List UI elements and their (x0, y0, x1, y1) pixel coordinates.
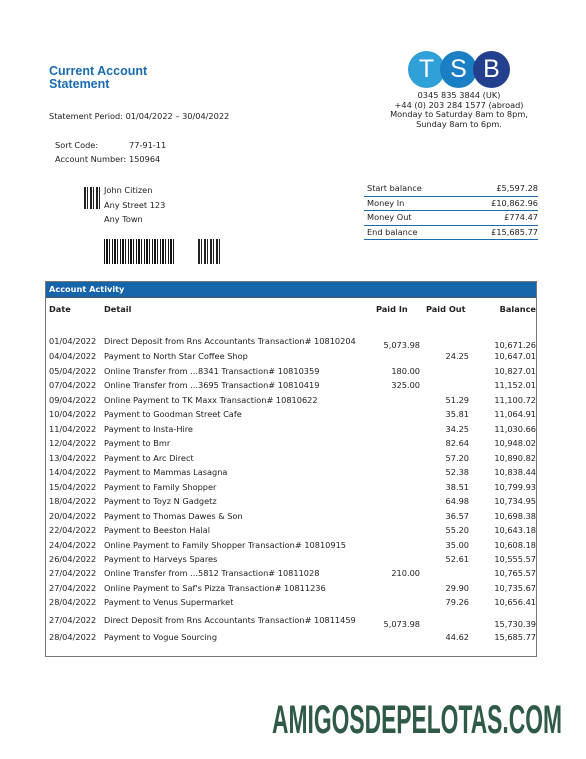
summary-value: £774.47 (504, 212, 538, 222)
statement-period: Statement Period: 01/04/2022 – 30/04/2022 (49, 111, 230, 121)
row-detail: Direct Deposit from Rns Accountants Transaction# 10810204 (104, 336, 356, 346)
tsb-logo (408, 51, 510, 88)
row-detail: Online Transfer from ...5812 Transaction# 10811028 (104, 568, 320, 578)
row-paid-out: 24.25 (445, 351, 469, 361)
row-balance: 10,698.38 (494, 511, 536, 521)
column-header-detail: Detail (104, 304, 132, 314)
summary-label: Money In (367, 197, 405, 208)
row-date: 15/04/2022 (49, 482, 97, 492)
summary-label: End balance (367, 226, 418, 237)
postal-barcode (104, 239, 175, 264)
row-detail: Online Payment to Family Shopper Transaction# 10810915 (104, 540, 346, 550)
column-header-paid-out: Paid Out (426, 304, 466, 314)
contact-hours-weekday: Monday to Saturday 8am to 8pm, (390, 109, 528, 120)
row-detail: Online Payment to TK Maxx Transaction# 10810622 (104, 395, 318, 405)
row-paid-in: 5,073.98 (383, 619, 420, 629)
statement-title-line2: Statement (49, 77, 110, 91)
row-balance: 11,030.66 (494, 424, 536, 434)
logo-circle-b: B (473, 51, 510, 88)
contact-phone-abroad: +44 (0) 203 284 1577 (abroad) (394, 99, 524, 110)
row-balance: 10,890.82 (494, 453, 536, 463)
row-paid-out: 57.20 (445, 453, 469, 463)
column-header-paid-in: Paid In (376, 304, 408, 314)
row-detail: Payment to Family Shopper (104, 482, 217, 492)
row-balance: 10,656.41 (494, 597, 536, 607)
row-balance: 10,838.44 (494, 467, 536, 477)
summary-value: £5,597.28 (496, 183, 538, 193)
column-header-balance: Balance (499, 304, 536, 314)
row-paid-in: 325.00 (391, 380, 420, 390)
row-paid-in: 210.00 (391, 568, 420, 578)
row-detail: Payment to Arc Direct (104, 453, 194, 463)
logo-circle-s: S (440, 51, 477, 88)
row-balance: 10,555.57 (494, 554, 536, 564)
row-paid-out: 79.26 (445, 597, 469, 607)
summary-value: £10,862.96 (491, 197, 538, 208)
row-balance: 11,152.01 (494, 380, 536, 390)
sort-code-label: Sort Code: (55, 140, 99, 150)
row-detail: Direct Deposit from Rns Accountants Transaction# 10811459 (104, 615, 356, 625)
row-date: 11/04/2022 (49, 424, 97, 434)
logo-circle-t: T (408, 51, 445, 88)
customer-street: Any Street 123 (104, 199, 166, 210)
row-paid-out: 38.51 (445, 482, 469, 492)
row-date: 18/04/2022 (49, 496, 97, 506)
row-balance: 15,685.77 (494, 632, 536, 642)
row-detail: Online Payment to Saf's Pizza Transaction# 10811236 (104, 583, 326, 593)
row-date: 07/04/2022 (49, 380, 97, 390)
statement-title (49, 65, 147, 91)
row-detail: Payment to Venus Supermarket (104, 597, 234, 607)
row-date: 28/04/2022 (49, 597, 97, 607)
row-balance: 10,734.95 (494, 496, 536, 506)
row-detail: Payment to Bmr (104, 438, 171, 448)
row-paid-out: 44.62 (445, 632, 469, 642)
row-balance: 10,765.57 (494, 568, 536, 578)
row-detail: Payment to Harveys Spares (104, 554, 218, 564)
customer-town: Any Town (104, 214, 143, 224)
row-balance: 10,948.02 (494, 438, 536, 448)
account-number-value: 150964 (129, 154, 161, 164)
row-detail: Payment to Goodman Street Cafe (104, 409, 242, 419)
account-activity-header: Account Activity (46, 282, 536, 298)
row-date: 14/04/2022 (49, 467, 97, 477)
row-paid-out: 64.98 (445, 496, 469, 506)
summary-label: Money Out (367, 212, 412, 222)
contact-hours-sunday: Sunday 8am to 6pm. (416, 118, 502, 129)
row-date: 04/04/2022 (49, 351, 97, 361)
row-detail: Online Transfer from ...8341 Transaction# 10810359 (104, 366, 320, 376)
row-detail: Payment to Beeston Halal (104, 525, 210, 535)
row-detail: Online Transfer from ...3695 Transaction# 10810419 (104, 380, 320, 390)
row-balance: 10,643.18 (494, 525, 536, 535)
summary-row-start (364, 182, 538, 197)
column-header-date: Date (49, 304, 71, 314)
row-paid-out: 82.64 (445, 438, 469, 448)
watermark-text: AMIGOSDEPELOTAS.COM (272, 699, 562, 741)
row-paid-out: 55.20 (445, 525, 469, 535)
row-date: 01/04/2022 (49, 336, 97, 346)
row-balance: 10,827.01 (494, 366, 536, 376)
row-date: 22/04/2022 (49, 525, 97, 535)
row-date: 10/04/2022 (49, 409, 97, 419)
row-date: 12/04/2022 (49, 438, 97, 448)
summary-label: Start balance (367, 183, 422, 193)
sort-code-value: 77-91-11 (129, 140, 167, 150)
row-paid-out: 52.38 (445, 467, 469, 477)
row-date: 28/04/2022 (49, 632, 97, 642)
row-paid-out: 35.00 (445, 540, 469, 550)
row-date: 26/04/2022 (49, 554, 97, 564)
balance-summary (364, 182, 538, 240)
account-number-label: Account Number: (55, 154, 127, 164)
row-paid-in: 180.00 (391, 366, 420, 376)
row-detail: Payment to North Star Coffee Shop (104, 351, 248, 361)
row-detail: Payment to Toyz N Gadgetz (104, 496, 217, 506)
row-balance: 10,671.26 (494, 340, 536, 350)
postal-qr-code (198, 239, 222, 264)
row-balance: 10,735.67 (494, 583, 536, 593)
row-paid-in: 5,073.98 (383, 340, 420, 350)
row-detail: Payment to Insta-Hire (104, 424, 193, 434)
row-date: 27/04/2022 (49, 568, 97, 578)
summary-row-money-out (364, 211, 538, 226)
row-balance: 10,647.01 (494, 351, 536, 361)
summary-value: £15,685.77 (491, 226, 538, 237)
row-date: 24/04/2022 (49, 540, 97, 550)
statement-title-line1: Current Account (49, 64, 148, 78)
row-balance: 10,608.18 (494, 540, 536, 550)
row-date: 05/04/2022 (49, 366, 97, 376)
summary-row-end (364, 226, 538, 241)
row-date: 09/04/2022 (49, 395, 97, 405)
row-balance: 10,799.93 (494, 482, 536, 492)
row-detail: Payment to Mammas Lasagna (104, 467, 228, 477)
row-balance: 11,100.72 (494, 395, 536, 405)
address-qr-code (84, 187, 100, 209)
row-paid-out: 35.81 (445, 409, 469, 419)
contact-phone-uk: 0345 835 3844 (UK) (417, 90, 501, 100)
customer-address (104, 183, 165, 227)
row-detail: Payment to Vogue Sourcing (104, 632, 218, 642)
row-date: 13/04/2022 (49, 453, 97, 463)
row-paid-out: 29.90 (445, 583, 469, 593)
row-balance: 15,730.39 (494, 619, 536, 629)
row-paid-out: 34.25 (445, 424, 469, 434)
customer-name: John Citizen (104, 185, 153, 195)
row-date: 27/04/2022 (49, 583, 97, 593)
row-date: 27/04/2022 (49, 615, 97, 625)
row-balance: 11,064.91 (494, 409, 536, 419)
watermark (272, 699, 564, 741)
row-detail: Payment to Thomas Dawes & Son (104, 511, 243, 521)
row-paid-out: 52.61 (445, 554, 469, 564)
row-paid-out: 51.29 (445, 395, 469, 405)
summary-row-money-in (364, 197, 538, 212)
row-date: 20/04/2022 (49, 511, 97, 521)
row-paid-out: 36.57 (445, 511, 469, 521)
bank-contact (384, 91, 534, 129)
